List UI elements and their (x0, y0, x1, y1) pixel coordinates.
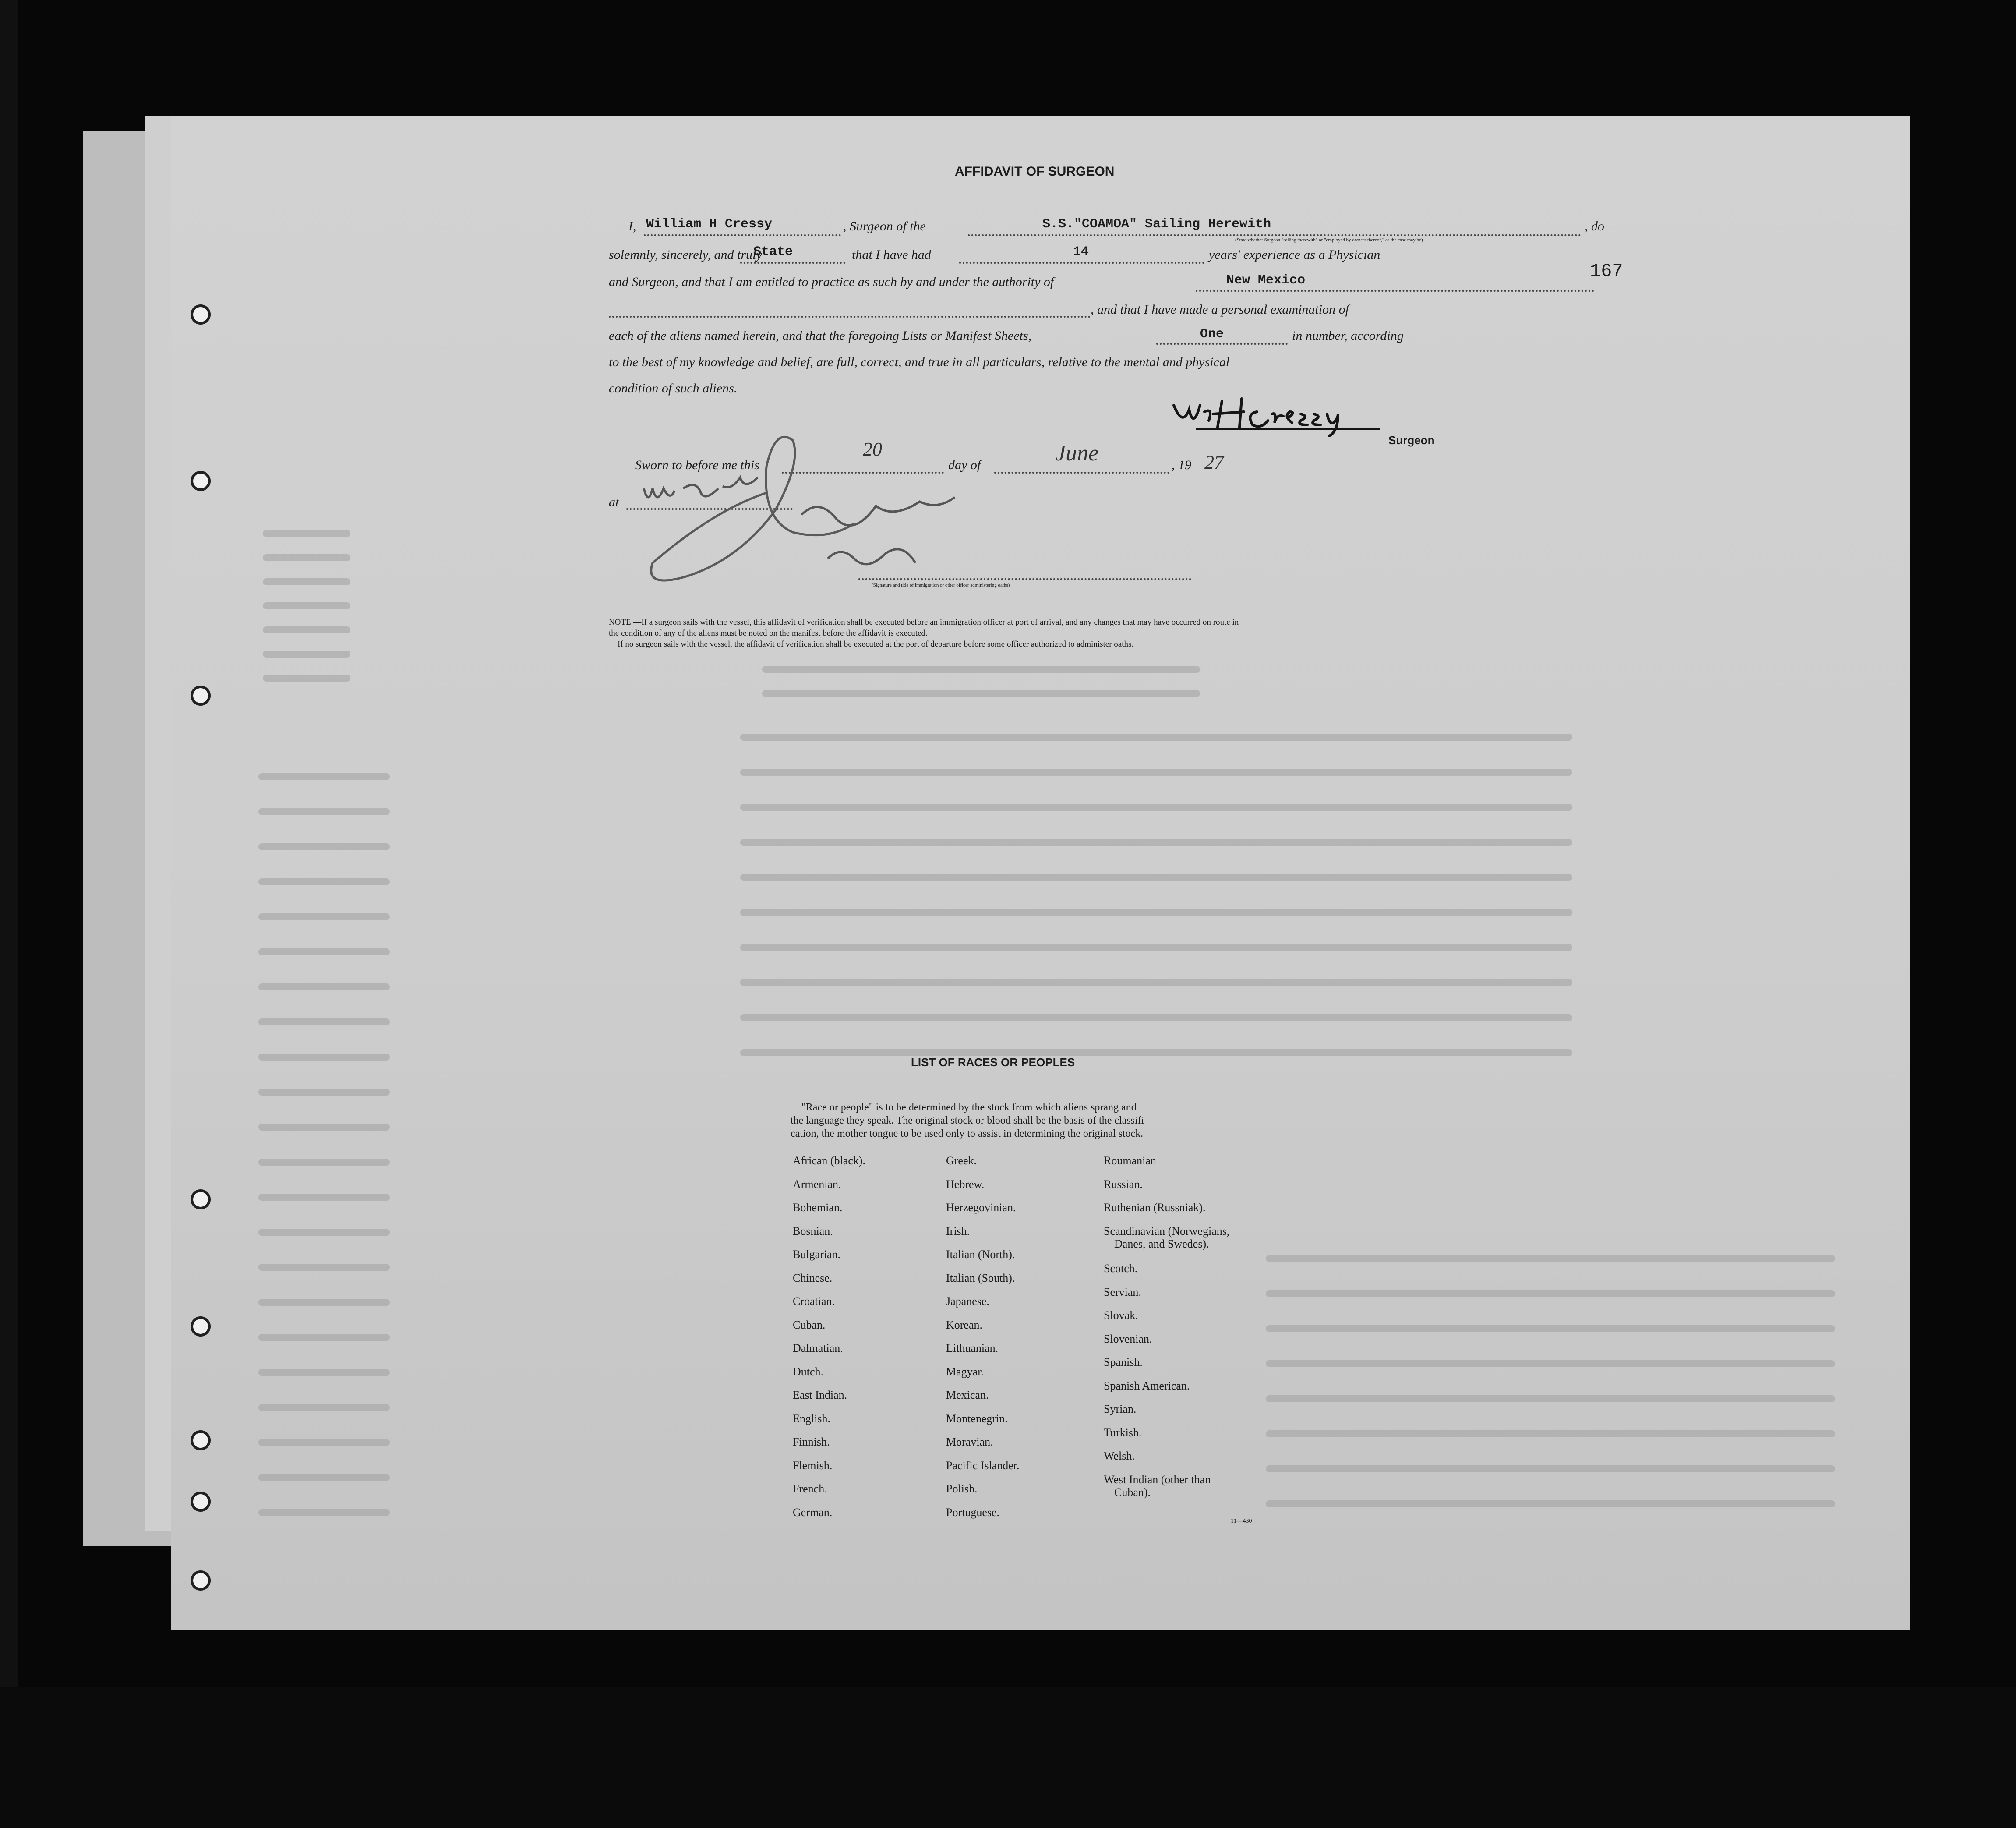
race-entry: Italian (South). (946, 1271, 1015, 1284)
bleed-through-text (258, 1439, 390, 1446)
page-number: 167 (1590, 261, 1623, 282)
binder-hole (191, 1570, 211, 1591)
race-entry: English. (793, 1412, 830, 1425)
manifest-page (171, 116, 1910, 1630)
race-entry: Flemish. (793, 1459, 833, 1472)
bleed-through-text (258, 1229, 390, 1236)
affidavit-text: that I have had (852, 248, 931, 262)
bleed-through-text (740, 979, 1572, 986)
bleed-through-text (258, 878, 390, 885)
bleed-through-text (258, 1159, 390, 1166)
affidavit-i-label: I, (628, 219, 636, 233)
affidavit-text: solemnly, sincerely, and truly (609, 248, 762, 262)
race-entry: Bosnian. (793, 1224, 833, 1238)
race-entry: West Indian (other than (1104, 1473, 1211, 1486)
race-entry: Portuguese. (946, 1506, 1000, 1519)
scan-border-bottom (0, 1687, 2016, 1828)
years-experience: 14 (1073, 244, 1089, 259)
binder-hole (191, 1189, 211, 1209)
bleed-through-text (258, 1334, 390, 1341)
sheet-count: One (1200, 327, 1224, 342)
races-intro: "Race or people" is to be determined by the stock from which aliens sprang and (801, 1102, 1137, 1113)
race-entry: Bulgarian. (793, 1248, 841, 1261)
race-entry: Korean. (946, 1318, 983, 1331)
surgeon-signature (1169, 388, 1388, 436)
sworn-year: 27 (1204, 452, 1224, 473)
affidavit-note: the condition of any of the aliens must be noted on the manifest before the affidavit is executed. (609, 629, 928, 638)
affidavit-text: condition of such aliens. (609, 381, 738, 396)
race-entry: Montenegrin. (946, 1412, 1008, 1425)
affidavit-text: years' experience as a Physician (1209, 248, 1380, 262)
race-entry: Japanese. (946, 1295, 989, 1308)
bleed-through-text (258, 773, 390, 780)
bleed-through-text (740, 1049, 1572, 1056)
bleed-through-text (258, 1089, 390, 1096)
bleed-through-text (740, 909, 1572, 916)
bleed-through-text (258, 1194, 390, 1201)
race-entry: Slovak. (1104, 1309, 1138, 1322)
affidavit-text: day of (948, 458, 981, 472)
race-entry: Magyar. (946, 1365, 984, 1378)
at-label: at (609, 495, 619, 509)
sworn-month: June (1056, 441, 1099, 466)
race-entry: Irish. (946, 1224, 970, 1238)
scan-border-left (0, 0, 18, 1828)
race-entry: Russian. (1104, 1177, 1143, 1191)
bleed-through-text (258, 1509, 390, 1516)
bleed-through-text (258, 913, 390, 920)
bleed-through-text (258, 1018, 390, 1025)
race-entry: Turkish. (1104, 1426, 1142, 1439)
bleed-through-text (258, 843, 390, 850)
bleed-through-text (263, 578, 350, 585)
bleed-through-text (258, 1369, 390, 1376)
bleed-through-text (263, 675, 350, 682)
bleed-through-text (762, 666, 1200, 673)
fill-line (740, 262, 845, 264)
race-entry: Cuban. (793, 1318, 826, 1331)
race-entry: Hebrew. (946, 1177, 985, 1191)
bleed-through-text (258, 1474, 390, 1481)
race-entry: Scandinavian (Norwegians, (1104, 1224, 1230, 1238)
race-entry: Croatian. (793, 1295, 835, 1308)
affidavit-text: in number, according (1292, 329, 1404, 343)
bleed-through-text (740, 874, 1572, 881)
bleed-through-text (263, 651, 350, 658)
bleed-through-text (1266, 1360, 1835, 1367)
fill-line (644, 234, 841, 236)
binder-hole (191, 686, 211, 706)
bleed-through-text (258, 948, 390, 955)
bleed-through-text (740, 944, 1572, 951)
signature-caption: Surgeon (1388, 434, 1435, 447)
race-entry: Herzegovinian. (946, 1201, 1016, 1214)
surgeon-name: William H Cressy (646, 217, 773, 232)
ship-note: (State whether Surgeon "sailing therewith" or "employed by owners thereof," as the case may be) (1235, 237, 1423, 243)
swear-word: State (753, 244, 793, 259)
bleed-through-text (1266, 1255, 1835, 1262)
races-title: LIST OF RACES OR PEOPLES (911, 1056, 1075, 1069)
fill-line (1156, 343, 1288, 345)
sworn-day: 20 (863, 438, 882, 460)
affidavit-text: to the best of my knowledge and belief, are full, correct, and true in all particulars, relative to the mental and physical (609, 355, 1230, 369)
race-entry: Syrian. (1104, 1403, 1137, 1416)
race-entry: Lithuanian. (946, 1342, 999, 1354)
affidavit-text: , Surgeon of the (843, 219, 926, 233)
ship-name: S.S."COAMOA" Sailing Herewith (1042, 217, 1271, 232)
fill-line (968, 234, 1581, 236)
race-entry: Chinese. (793, 1271, 833, 1284)
race-entry: Roumanian (1104, 1154, 1156, 1167)
binder-hole (191, 1316, 211, 1337)
officer-caption: (Signature and title of immigration or other officer administering oaths) (872, 583, 1010, 588)
affidavit-text: , 19 (1172, 458, 1191, 472)
bleed-through-text (258, 1299, 390, 1306)
practice-authority: New Mexico (1226, 273, 1306, 288)
race-entry: Finnish. (793, 1436, 830, 1448)
race-entry: Servian. (1104, 1285, 1141, 1298)
bleed-through-text (740, 804, 1572, 811)
bleed-through-text (258, 1124, 390, 1131)
bleed-through-text (1266, 1395, 1835, 1402)
bleed-through-text (740, 734, 1572, 741)
race-entry: Dalmatian. (793, 1342, 843, 1354)
affidavit-note: If no surgeon sails with the vessel, the affidavit of verification shall be executed at the port of departure before some officer authorized to administer oaths. (618, 640, 1134, 649)
bleed-through-text (258, 808, 390, 815)
affidavit-note: NOTE.—If a surgeon sails with the vessel, this affidavit of verification shall be executed before an immigration officer at port of arrival, and any changes that may have occurred on route in (609, 618, 1239, 627)
form-code: 11—430 (1231, 1518, 1252, 1524)
fill-line (609, 316, 1091, 318)
race-entry: Moravian. (946, 1436, 993, 1448)
binder-hole (191, 1430, 211, 1450)
race-entry: Greek. (946, 1154, 977, 1167)
affidavit-text: each of the aliens named herein, and that the foregoing Lists or Manifest Sheets, (609, 329, 1032, 343)
race-entry: African (black). (793, 1154, 866, 1167)
bleed-through-text (1266, 1325, 1835, 1332)
race-entry: Spanish American. (1104, 1379, 1190, 1392)
race-entry: East Indian. (793, 1389, 847, 1401)
affidavit-text: and Surgeon, and that I am entitled to practice as such by and under the authority of (609, 275, 1054, 289)
bleed-through-text (263, 554, 350, 561)
bleed-through-text (1266, 1430, 1835, 1437)
fill-line (858, 578, 1191, 580)
bleed-through-text (258, 1264, 390, 1271)
race-entry: Italian (North). (946, 1248, 1015, 1261)
affidavit-text: , and that I have made a personal examination of (1091, 302, 1349, 317)
affidavit-text: Sworn to before me this (635, 458, 759, 472)
race-entry: Spanish. (1104, 1356, 1143, 1369)
race-entry: Ruthenian (Russniak). (1104, 1201, 1206, 1214)
races-intro: the language they speak. The original stock or blood shall be the basis of the classifi- (791, 1115, 1148, 1126)
officer-signature (635, 423, 1073, 598)
bleed-through-text (263, 530, 350, 537)
race-entry: Welsh. (1104, 1450, 1135, 1463)
bleed-through-text (740, 769, 1572, 776)
bleed-through-text (263, 602, 350, 609)
race-entry: Armenian. (793, 1177, 841, 1191)
race-entry: Dutch. (793, 1365, 824, 1378)
race-entry: Scotch. (1104, 1262, 1138, 1275)
race-entry: Polish. (946, 1482, 978, 1495)
bleed-through-text (263, 626, 350, 633)
race-entry: Slovenian. (1104, 1332, 1152, 1345)
race-entry: Bohemian. (793, 1201, 843, 1214)
affidavit-title: AFFIDAVIT OF SURGEON (955, 164, 1115, 179)
affidavit-text: , do (1585, 219, 1604, 233)
fill-line (959, 262, 1204, 264)
race-entry: Cuban). (1114, 1486, 1151, 1499)
bleed-through-text (258, 983, 390, 990)
race-entry: Danes, and Swedes). (1114, 1237, 1209, 1250)
fill-line (1196, 290, 1594, 292)
race-entry: French. (793, 1482, 827, 1495)
bleed-through-text (1266, 1500, 1835, 1507)
bleed-through-text (740, 1014, 1572, 1021)
bleed-through-text (740, 839, 1572, 846)
bleed-through-text (1266, 1290, 1835, 1297)
binder-hole (191, 1492, 211, 1512)
race-entry: German. (793, 1506, 833, 1519)
bleed-through-text (1266, 1465, 1835, 1472)
race-entry: Pacific Islander. (946, 1459, 1020, 1472)
races-intro: cation, the mother tongue to be used only to assist in determining the original stock. (791, 1128, 1144, 1139)
bleed-through-text (762, 690, 1200, 697)
bleed-through-text (258, 1404, 390, 1411)
bleed-through-text (258, 1054, 390, 1061)
binder-hole (191, 471, 211, 491)
race-entry: Mexican. (946, 1389, 989, 1401)
binder-hole (191, 304, 211, 325)
